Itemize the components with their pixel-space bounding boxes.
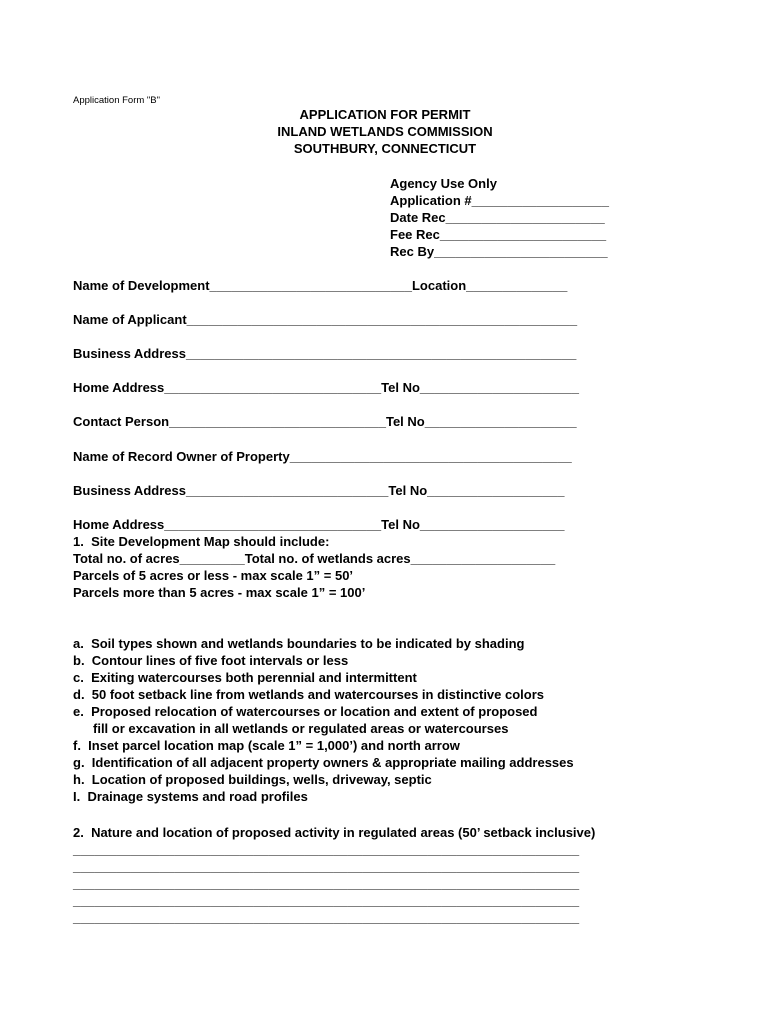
applicant-field[interactable]: Name of Applicant______________________________________________________ (73, 312, 578, 327)
record-owner-field[interactable]: Name of Record Owner of Property_______________________________________ (73, 449, 572, 464)
section-1 (73, 516, 565, 601)
checklist-item-d: d. 50 foot setback line from wetlands and watercourses in distinctive colors (73, 687, 545, 702)
activity-line-1[interactable]: ______________________________________________________________________ (73, 842, 580, 857)
section-1-heading: 1. Site Development Map should include: (73, 534, 330, 549)
agency-title: Agency Use Only (390, 176, 497, 191)
owner-business-address-field[interactable]: Business Address____________________________Tel No___________________ (73, 483, 565, 498)
header-commission: INLAND WETLANDS COMMISSION (277, 124, 493, 139)
checklist-item-g: g. Identification of all adjacent property owners & appropriate mailing addresses (73, 755, 574, 770)
agency-application-field[interactable]: Application #___________________ (390, 193, 609, 208)
header-location: SOUTHBURY, CONNECTICUT (293, 141, 477, 156)
header-title: APPLICATION FOR PERMIT (299, 107, 471, 122)
checklist-item-e: e. Proposed relocation of watercourses or location and extent of proposed (73, 704, 538, 719)
owner-home-address-field[interactable]: Home Address______________________________Tel No____________________ (73, 517, 565, 532)
checklist-item-c: c. Exiting watercourses both perennial and intermittent (73, 670, 417, 685)
checklist-item-i: I. Drainage systems and road profiles (73, 789, 308, 804)
checklist-item-e-continued: fill or excavation in all wetlands or regulated areas or watercourses (93, 721, 509, 736)
agency-rec-by-field[interactable]: Rec By________________________ (390, 244, 608, 259)
agency-fee-rec-field[interactable]: Fee Rec_______________________ (390, 227, 607, 242)
section-2-heading: 2. Nature and location of proposed activity in regulated areas (50’ setback inclusive) (73, 825, 596, 840)
checklist-item-f: f. Inset parcel location map (scale 1” = 1,000’) and north arrow (73, 738, 460, 753)
scale-small-parcels: Parcels of 5 acres or less - max scale 1” = 50’ (73, 568, 354, 583)
business-address-field[interactable]: Business Address______________________________________________________ (73, 346, 577, 361)
checklist-item-b: b. Contour lines of five foot intervals or less (73, 653, 349, 668)
activity-line-4[interactable]: ______________________________________________________________________ (73, 893, 580, 908)
checklist-item-h: h. Location of proposed buildings, wells, driveway, septic (73, 772, 432, 787)
activity-line-5[interactable]: ______________________________________________________________________ (73, 910, 580, 925)
section-2 (73, 824, 595, 926)
checklist-item-a: a. Soil types shown and wetlands boundaries to be indicated by shading (73, 636, 525, 651)
site-map-checklist (73, 635, 574, 805)
activity-line-2[interactable]: ______________________________________________________________________ (73, 859, 580, 874)
activity-line-3[interactable]: ______________________________________________________________________ (73, 876, 580, 891)
acres-field[interactable]: Total no. of acres_________Total no. of wetlands acres____________________ (73, 551, 556, 566)
development-field[interactable]: Name of Development____________________________Location______________ (73, 278, 568, 293)
home-address-field[interactable]: Home Address______________________________Tel No______________________ (73, 380, 579, 395)
form-label: Application Form "B" (73, 95, 160, 106)
agency-date-rec-field[interactable]: Date Rec______________________ (390, 210, 605, 225)
contact-person-field[interactable]: Contact Person______________________________Tel No_____________________ (73, 414, 577, 429)
agency-use-box (390, 175, 609, 260)
scale-large-parcels: Parcels more than 5 acres - max scale 1” = 100’ (73, 585, 366, 600)
